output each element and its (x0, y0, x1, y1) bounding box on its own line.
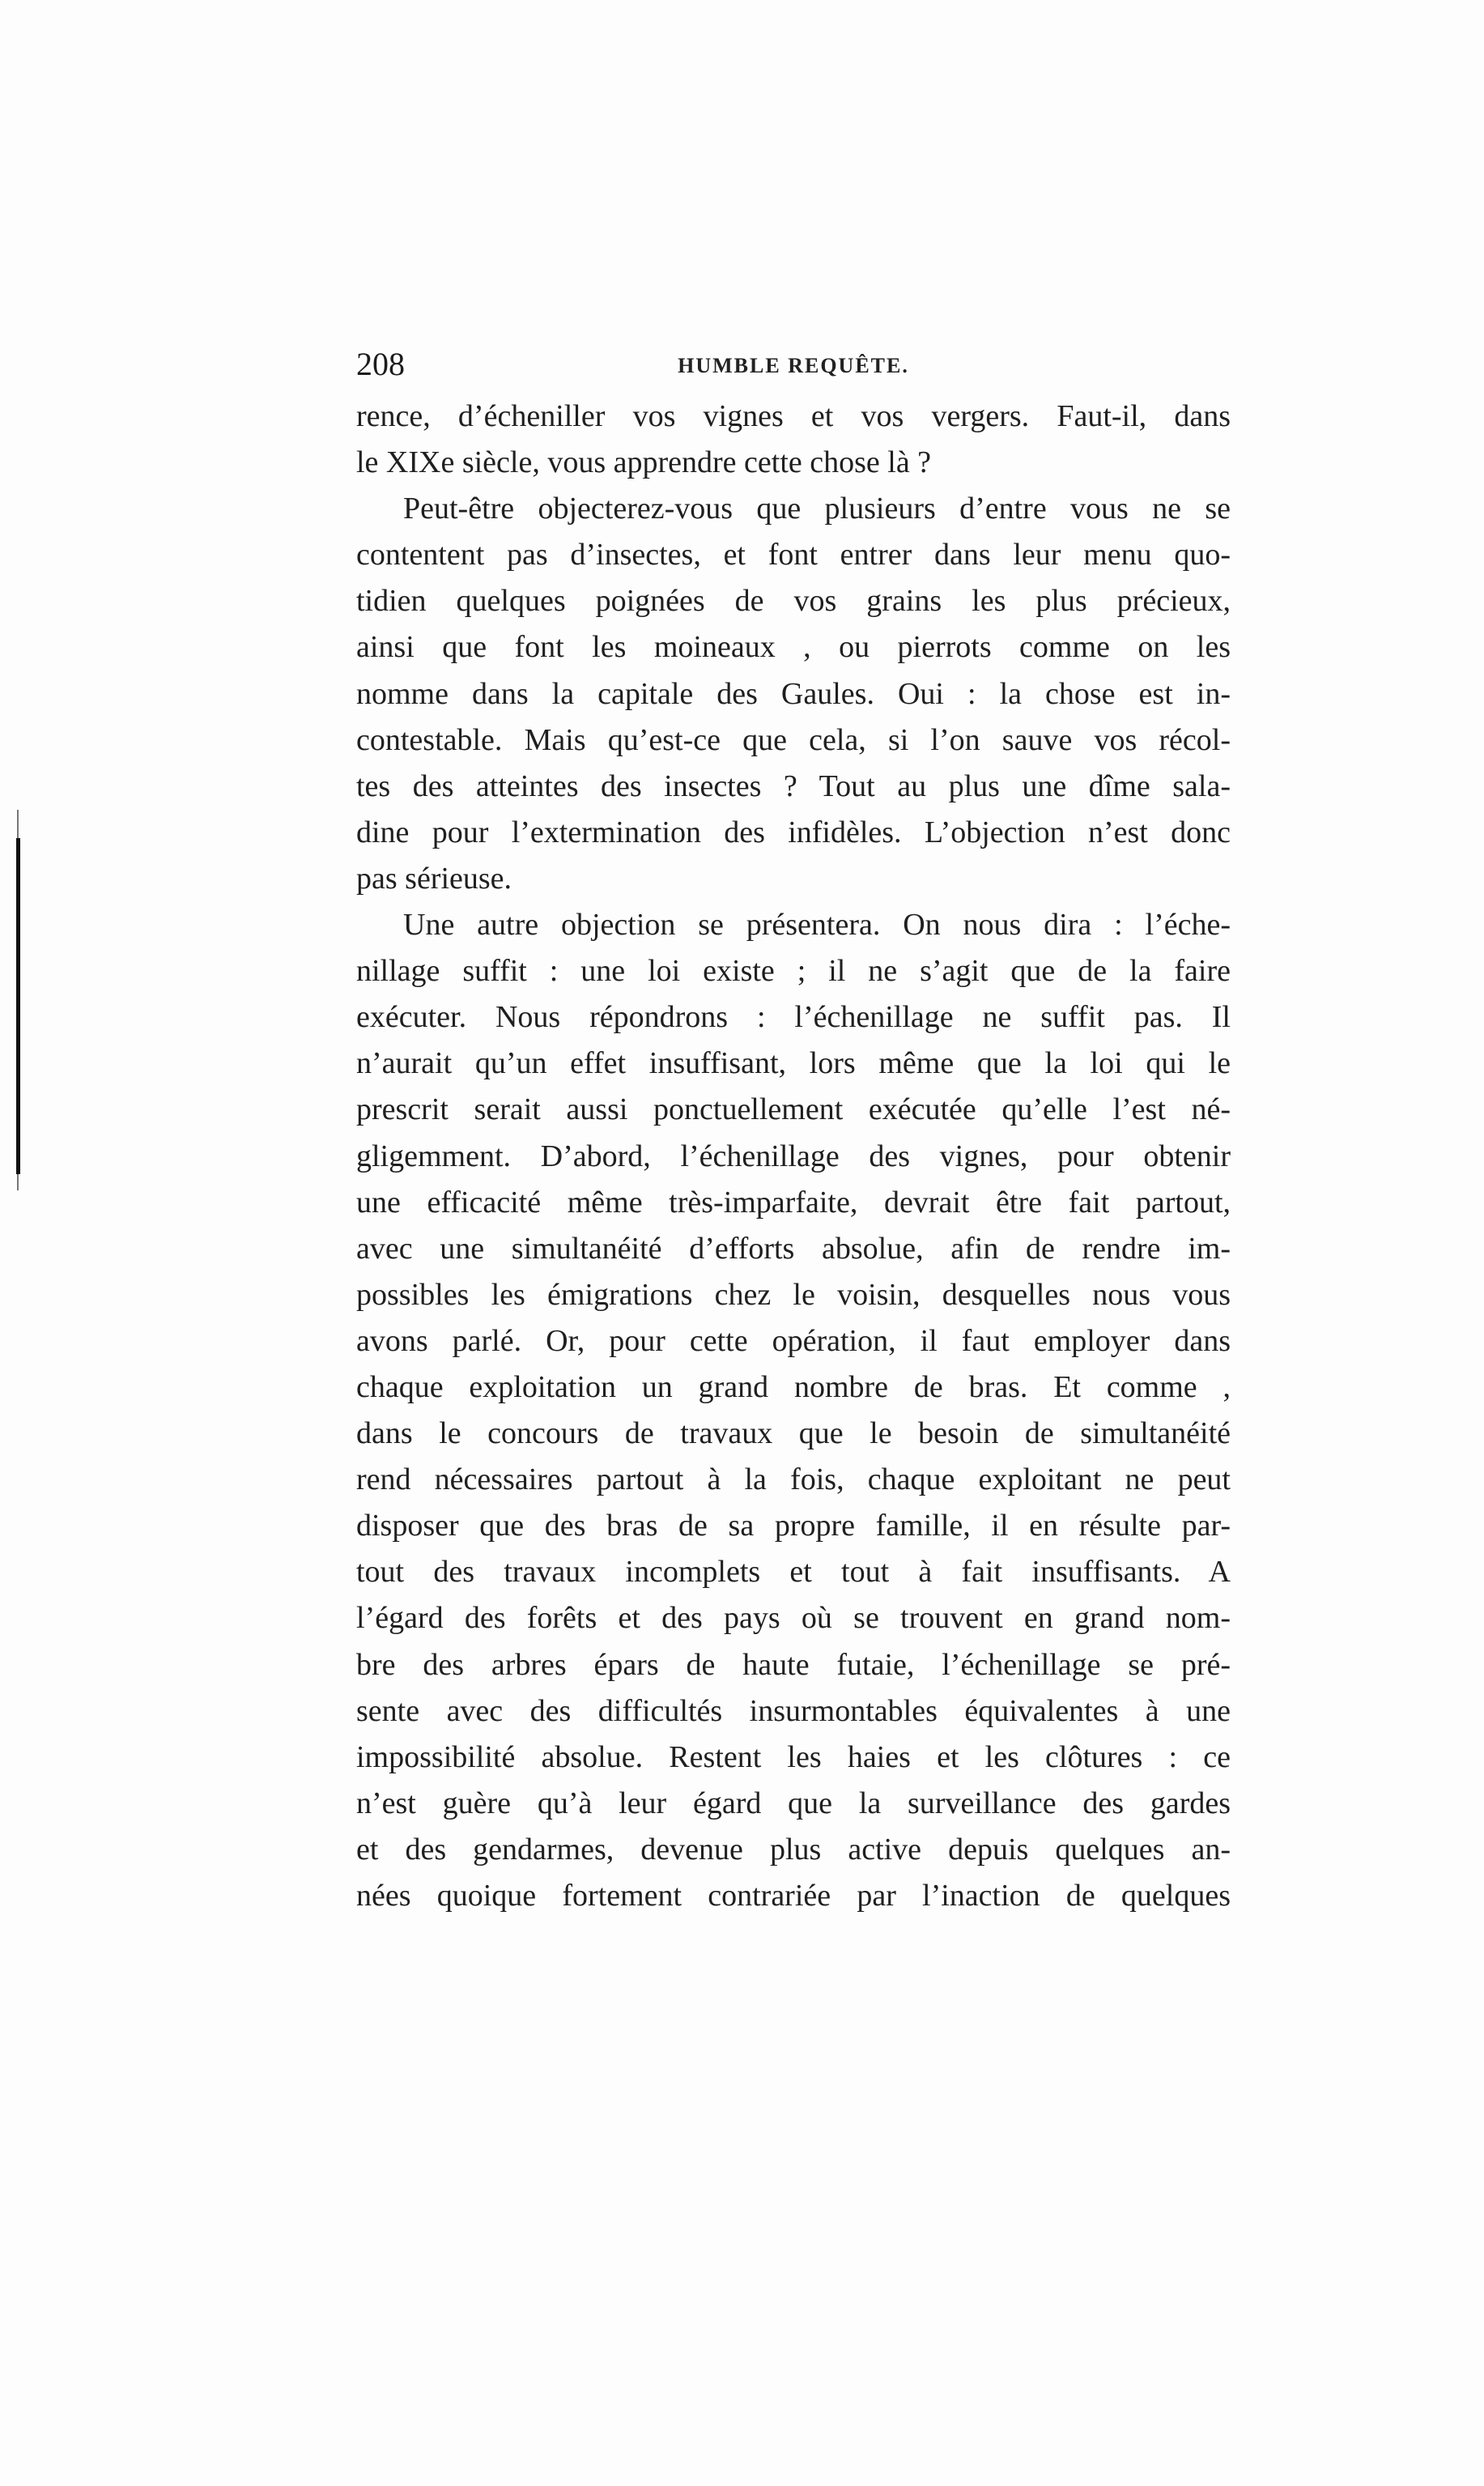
page-header (356, 340, 1231, 389)
text-line: dans le concours de travaux que le besoin de simultanéité (356, 1416, 1231, 1451)
running-head: HUMBLE REQUÊTE. (678, 354, 909, 377)
margin-mark-top (17, 810, 19, 842)
text-line: tes des atteintes des insectes ? Tout au plus une dîme sala- (356, 768, 1231, 803)
text-line: contentent pas d’insectes, et font entrer dans leur menu quo- (356, 538, 1231, 573)
text-line: nillage suffit : une loi existe ; il ne s’agit que de la faire (356, 954, 1231, 989)
text-line: sente avec des difficultés insurmontables équivalentes à une (356, 1693, 1231, 1728)
text-line: nées quoique fortement contrariée par l’inaction de quelques (356, 1879, 1231, 1913)
text-line: rend nécessaires partout à la fois, chaque exploitant ne peut (356, 1462, 1231, 1497)
text-line: dine pour l’extermination des infidèles. L’objection n’est donc (356, 815, 1231, 849)
text-line: rence, d’écheniller vos vignes et vos vergers. Faut-il, dans (356, 399, 1231, 433)
page-number: 208 (356, 346, 405, 382)
text-line: ainsi que font les moineaux , ou pierrots comme on les (356, 630, 1231, 665)
text-line: exécuter. Nous répondrons : l’échenillage ne suffit pas. Il (356, 1000, 1231, 1035)
margin-scan-bar (16, 838, 20, 1174)
text-line: bre des arbres épars de haute futaie, l’échenillage se pré- (356, 1647, 1231, 1682)
text-line: tidien quelques poignées de vos grains les plus précieux, (356, 584, 1231, 619)
paragraph-first-line: Une autre objection se présentera. On nous dira : l’éche- (403, 908, 1231, 943)
text-line: possibles les émigrations chez le voisin, desquelles nous vous (356, 1277, 1231, 1312)
text-line: avec une simultanéité d’efforts absolue, afin de rendre im- (356, 1231, 1231, 1266)
text-line: gligemment. D’abord, l’échenillage des vignes, pour obtenir (356, 1139, 1231, 1173)
text-line: tout des travaux incomplets et tout à fait insuffisants. A (356, 1555, 1231, 1590)
text-line: avons parlé. Or, pour cette opération, il faut employer dans (356, 1323, 1231, 1358)
text-line: prescrit serait aussi ponctuellement exécutée qu’elle l’est né- (356, 1092, 1231, 1127)
paragraph-first-line: Peut-être objecterez-vous que plusieurs d’entre vous ne se (403, 492, 1231, 526)
text-line: pas sérieuse. (356, 861, 512, 896)
text-line: n’aurait qu’un effet insuffisant, lors même que la loi qui le (356, 1046, 1231, 1081)
text-line: le XIXe siècle, vous apprendre cette chose là ? (356, 445, 932, 480)
text-line: l’égard des forêts et des pays où se trouvent en grand nom- (356, 1601, 1231, 1636)
text-line: une efficacité même très-imparfaite, devrait être fait partout, (356, 1185, 1231, 1220)
text-line: n’est guère qu’à leur égard que la surveillance des gardes (356, 1786, 1231, 1820)
text-line: contestable. Mais qu’est-ce que cela, si l’on sauve vos récol- (356, 722, 1231, 757)
text-line: impossibilité absolue. Restent les haies et les clôtures : ce (356, 1739, 1231, 1774)
text-line: nomme dans la capitale des Gaules. Oui : la chose est in- (356, 676, 1231, 711)
text-line: disposer que des bras de sa propre famille, il en résulte par- (356, 1509, 1231, 1543)
text-line: chaque exploitation un grand nombre de bras. Et comme , (356, 1369, 1231, 1404)
text-line: et des gendarmes, devenue plus active depuis quelques an- (356, 1832, 1231, 1867)
body-text (356, 394, 1231, 1919)
margin-mark-bottom (17, 1174, 19, 1190)
